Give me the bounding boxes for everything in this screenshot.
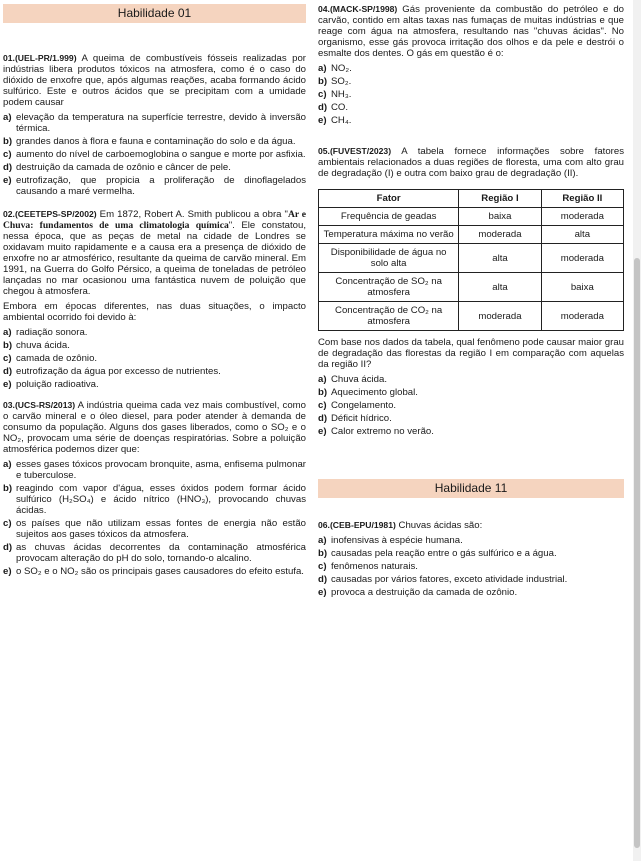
question-03 — [3, 400, 306, 577]
question-text: Gás proveniente da combustão do petróleo e do carvão, contido em altas taxas nas fumaças de muitas indústrias e que reage com água na atmosfera, resultando nas "chuvas ácidas". No organismo, esse gás provoca irritação dos olhos e da pele e destrói o esmalte dos dentes. O gás em questão é o: — [318, 4, 624, 59]
option-d[interactable]: d) as chuvas ácidas decorrentes da contaminação atmosférica provocam alteração do pH do solo, tornando-o alcalino. — [3, 542, 306, 564]
options-list — [318, 63, 624, 126]
question-tag: 03.(UCS-RS/2013) — [3, 400, 76, 410]
options-list — [318, 374, 624, 437]
option-a[interactable]: a) Chuva ácida. — [318, 374, 387, 385]
option-a[interactable]: a) esses gases tóxicos provocam bronquite, asma, enfisema pulmonar e tuberculose. — [3, 459, 306, 481]
question-text: Chuvas ácidas são: — [395, 520, 483, 531]
option-e[interactable]: e) Calor extremo no verão. — [318, 426, 434, 437]
option-b[interactable]: b) Aquecimento global. — [318, 387, 418, 398]
option-b[interactable]: b) reagindo com vapor d'água, esses óxidos podem formar ácido sulfúrico (H₂SO₄) e ácido nítrico (HNO₃), provocando chuvas ácidas. — [3, 483, 306, 516]
vertical-scrollbar[interactable] — [633, 0, 641, 861]
option-d[interactable]: d) causadas por vários fatores, exceto atividade industrial. — [318, 574, 568, 585]
option-e[interactable]: e) o SO₂ e o NO₂ são os principais gases causadores do efeito estufa. — [3, 566, 304, 577]
options-list — [3, 327, 306, 390]
table-row: Disponibilidade de água no solo alta alta moderada — [319, 244, 624, 273]
question-text-2: Embora em épocas diferentes, nas duas situações, o impacto ambiental ocorrido foi devido à: — [3, 301, 306, 323]
left-column — [3, 4, 306, 579]
option-d[interactable]: d) eutrofização da água por excesso de nutrientes. — [3, 366, 221, 377]
table-row: Concentração de CO₂ na atmosfera moderada moderada — [319, 302, 624, 331]
section-header-habilidade-01: Habilidade 01 — [3, 4, 306, 23]
table-row: Temperatura máxima no verão moderada alta — [319, 226, 624, 244]
scrollbar-thumb[interactable] — [634, 258, 640, 848]
question-text: A indústria queima cada vez mais combustível, como o carvão mineral e o óleo diesel, para poder atender à demanda de consumo da população. Alguns dos gases liberados, como o SO₂ e o NO₂, provocam uma série de doenças respiratórias. Sobre a poluição atmosférica podemos dizer que: — [3, 400, 306, 455]
option-e[interactable]: e) eutrofização, que propicia a proliferação de dinoflagelados causando a maré vermelha. — [3, 175, 306, 197]
option-a[interactable]: a) elevação da temperatura na superfície terrestre, devido à inversão térmica. — [3, 112, 306, 134]
table-header-row: Fator Região I Região II — [319, 190, 624, 208]
option-d[interactable]: d) Déficit hídrico. — [318, 413, 392, 424]
option-c[interactable]: c) NH₃. — [318, 89, 352, 100]
question-06 — [318, 520, 624, 598]
question-05 — [318, 146, 624, 437]
question-04 — [318, 4, 624, 126]
question-text: A tabela fornece informações sobre fatores ambientais relacionados a duas regiões de floresta, uma com alto grau de degradação (I) e outra com baixo grau de degradação (II). — [318, 146, 624, 179]
option-c[interactable]: c) aumento do nível de carboemoglobina o sangue e morte por asfixia. — [3, 149, 306, 160]
question-tag: 05.(FUVEST/2023) — [318, 146, 392, 156]
option-b[interactable]: b) causadas pela reação entre o gás sulfúrico e a água. — [318, 548, 557, 559]
option-d[interactable]: d) CO. — [318, 102, 349, 113]
table-row: Frequência de geadas baixa moderada — [319, 208, 624, 226]
question-tag: 01.(UEL-PR/1.999) — [3, 53, 77, 63]
option-a[interactable]: a) NO₂. — [318, 63, 352, 74]
option-b[interactable]: b) chuva ácida. — [3, 340, 70, 351]
question-tag: 04.(MACK-SP/1998) — [318, 4, 398, 14]
option-c[interactable]: c) Congelamento. — [318, 400, 397, 411]
question-tag: 06.(CEB-EPU/1981) — [318, 520, 396, 530]
question-text-2: Com base nos dados da tabela, qual fenômeno pode causar maior grau de degradação das florestas da região I em comparação com aquelas da região II? — [318, 337, 624, 370]
option-c[interactable]: c) fenômenos naturais. — [318, 561, 418, 572]
options-list — [318, 535, 624, 598]
option-e[interactable]: e) provoca a destruição da camada de ozônio. — [318, 587, 518, 598]
section-header-habilidade-11: Habilidade 11 — [318, 479, 624, 498]
option-e[interactable]: e) CH₄. — [318, 115, 352, 126]
question-tag: 02.(CEETEPS-SP/2002) — [3, 209, 97, 219]
option-c[interactable]: c) camada de ozônio. — [3, 353, 98, 364]
options-list — [3, 112, 306, 197]
option-d[interactable]: d) destruição da camada de ozônio e câncer de pele. — [3, 162, 231, 173]
question-02: 02.(CEETEPS-SP/2002) Em 1872, Robert A. Smith publicou a obra "Ar e Chuva: fundamentos de uma climatologia química". Ele constatou, nessa época, que as peças de metal na cidade de Londres se oxidavam muito rapidamente e a causa era a presença de dióxido de enxofre no ar atmosférico, resultante da queima de carvão mineral. Em 1991, na Guerra do Golfo Pérsico, a queima de toneladas de petróleo lançadas no mar ocasionou uma fantástica nuvem de poluição que chegou à atmosfera. Embora em épocas diferentes, nas duas situações, o impacto ambiental ocorrido foi devido à: a) radiação sonora. b) chuva ácida. c) camada de ozônio. d) eutrofização da água por excesso de nutrientes. e) poluição radioativa. — [3, 209, 307, 390]
book-title: Ar e Chuva: fundamentos de uma climatologia química — [3, 209, 307, 231]
question-text: A queima de combustíveis fósseis realizadas por indústrias libera produtos tóxicos na atmosfera, como é o caso do dióxido de enxofre que, após algumas reações, acaba formando ácido sulfúrico. Este e outros ácidos que se precipitam com a umidade podem causar — [3, 53, 306, 108]
option-a[interactable]: a) radiação sonora. — [3, 327, 88, 338]
option-b[interactable]: b) SO₂. — [318, 76, 352, 87]
question-01 — [3, 53, 306, 197]
table-row: Concentração de SO₂ na atmosfera alta baixa — [319, 273, 624, 302]
factors-table — [318, 189, 624, 331]
option-c[interactable]: c) os países que não utilizam essas fontes de energia não estão sujeitos aos gases tóxicos da atmosfera. — [3, 518, 306, 540]
option-a[interactable]: a) inofensivas à espécie humana. — [318, 535, 463, 546]
option-b[interactable]: b) grandes danos à flora e fauna e contaminação do solo e da água. — [3, 136, 296, 147]
option-e[interactable]: e) poluição radioativa. — [3, 379, 99, 390]
right-column — [318, 4, 624, 600]
options-list — [3, 459, 306, 577]
